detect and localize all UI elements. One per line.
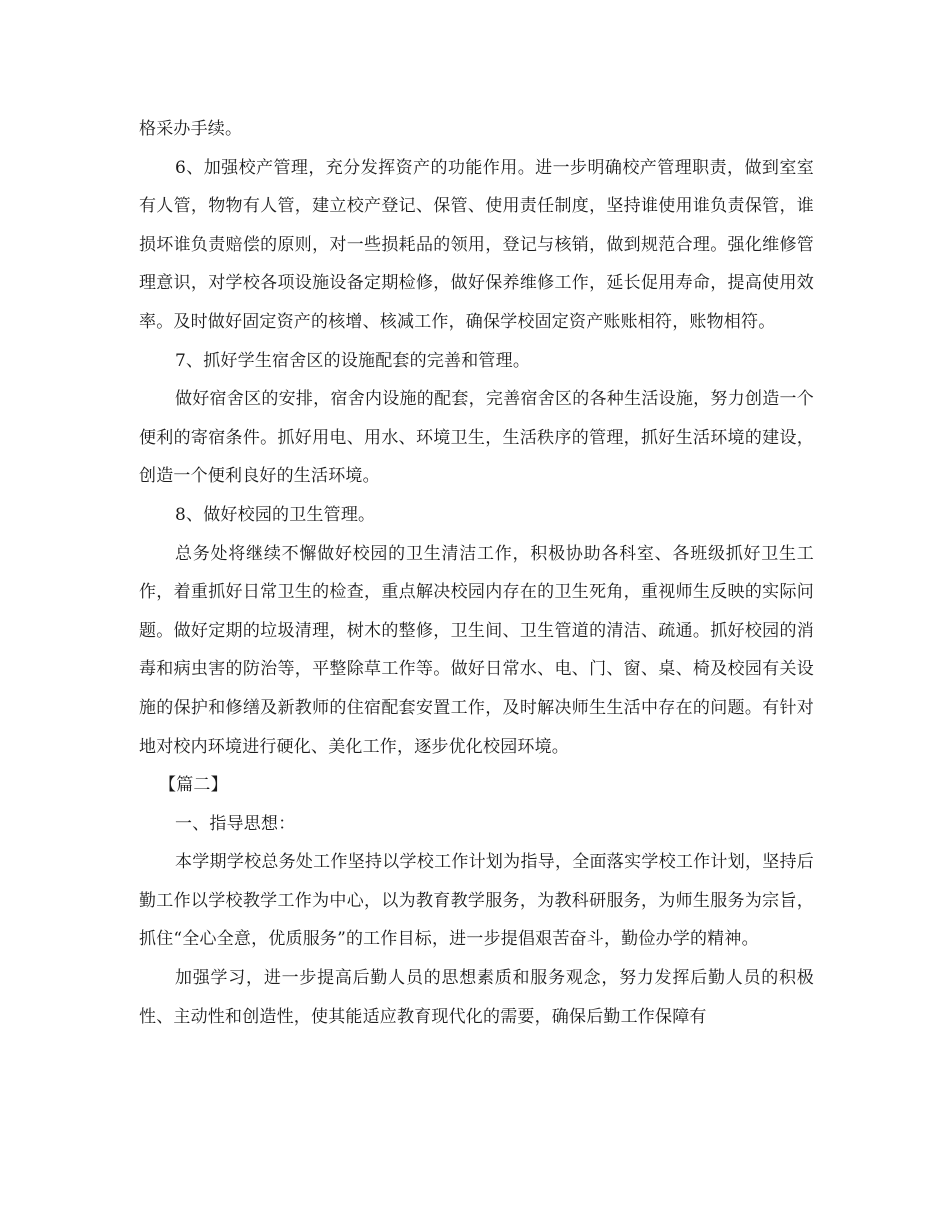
paragraph-item-7-body: 做好宿舍区的安排，宿舍内设施的配套，完善宿舍区的各种生活设施，努力创造一个便利的寄宿条件。抓好用电、用水、环境卫生，生活秩序的管理，抓好生活环境的建设，创造一个便利良好的生活环境。 [139,389,814,487]
section-subheading-guiding-thought: 一、指导思想： [175,813,296,834]
paragraph-item-6: 6、加强校产管理，充分发挥资产的功能作用。进一步明确校产管理职责，做到室室有人管，物物有人管，建立校产登记、保管、使用责任制度，坚持谁使用谁负责保管，谁损坏谁负责赔偿的原则，对一些损耗品的领用，登记与核销，做到规范合理。强化维修管理意识，对学校各项设施设备定期检修，做好保养维修工作，延长促用寿命，提高使用效率。及时做好固定资产的核增、核减工作，确保学校固定资产账账相符，账物相符。 [139,157,814,332]
section-heading-part-two: 【篇二】 [159,775,228,796]
paragraph-guiding-thought-body: 本学期学校总务处工作坚持以学校工作计划为指导，全面落实学校工作计划，坚持后勤工作以学校教学工作为中心，以为教育教学服务，为教科研服务，为师生服务为宗旨，抓住“全心全意，优质服务”的工作目标，进一步提倡艰苦奋斗，勤俭办学的精神。 [139,852,814,950]
paragraph-continuation: 格采办手续。 [139,119,243,139]
paragraph-item-7-heading: 7、抓好学生宿舍区的设施配套的完善和管理。 [175,350,531,371]
paragraph-item-8-body: 总务处将继续不懈做好校园的卫生清洁工作，积极协助各科室、各班级抓好卫生工作，着重抓好日常卫生的检查，重点解决校园内存在的卫生死角，重视师生反映的实际问题。做好定期的垃圾清理，树木的整修，卫生间、卫生管道的清洁、疏通。抓好校园的消毒和病虫害的防治等，平整除草工作等。做好日常水、电、门、窗、桌、椅及校园有关设施的保护和修缮及新教师的住宿配套安置工作，及时解决师生生活中存在的问题。有针对地对校内环境进行硬化、美化工作，逐步优化校园环境。 [139,543,814,757]
document-body [139,110,814,1036]
paragraph-item-8-heading: 8、做好校园的卫生管理。 [175,504,376,525]
paragraph-study-improvement: 加强学习，进一步提高后勤人员的思想素质和服务观念，努力发挥后勤人员的积极性、主动性和创造性，使其能适应教育现代化的需要，确保后勤工作保障有 [139,968,814,1027]
